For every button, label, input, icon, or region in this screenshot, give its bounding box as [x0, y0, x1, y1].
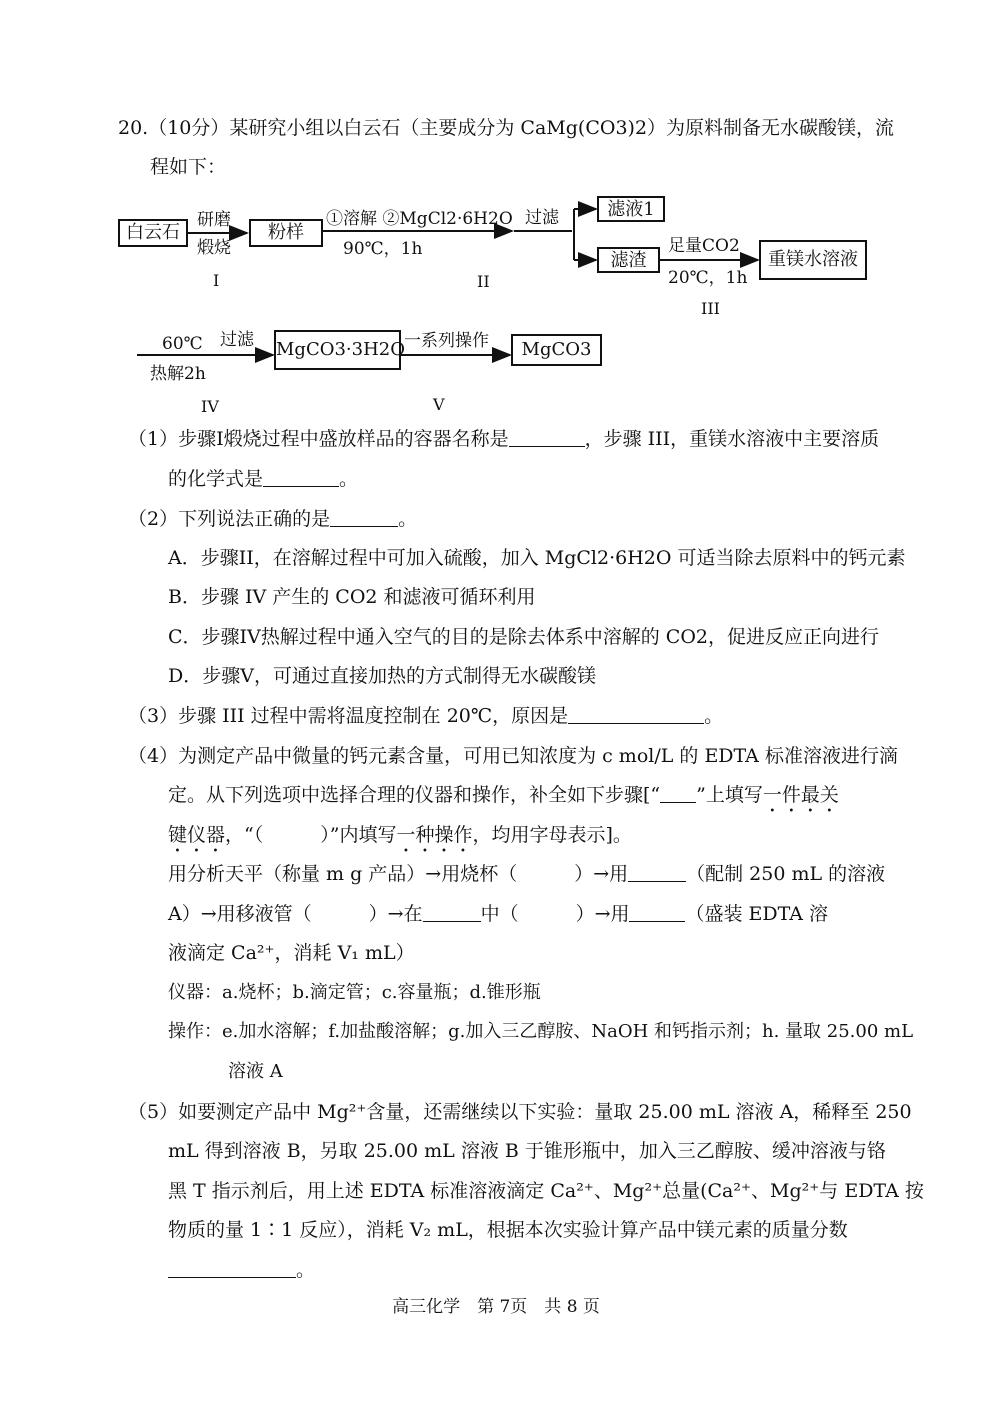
filter-label-2: 过滤	[220, 330, 254, 350]
q2-stem	[128, 506, 417, 532]
q1-blank-2[interactable]	[263, 468, 339, 487]
q4-line2	[168, 782, 839, 817]
q4-l3-text-b: ，“（ ）”内填写	[225, 824, 397, 846]
q3-blank[interactable]	[568, 705, 704, 724]
box-hydrate: MgCO3·3H2O	[274, 330, 401, 370]
q4-l4-text-a: 用分析天平（称量 m g 产品）→用烧杯（ ）→用	[168, 863, 629, 885]
roman-label-2: II	[477, 272, 490, 291]
q3-text-b: 。	[704, 705, 724, 727]
q1-text-d: 。	[339, 468, 359, 490]
q4-example-blank	[660, 784, 696, 803]
q1-text-c: 的化学式是	[168, 468, 264, 490]
q5-line2: mL 得到溶液 B，另取 25.00 mL 溶液 B 于锥形瓶中，加入三乙醇胺、缓冲溶液与铬	[168, 1140, 886, 1162]
q4-blank-3[interactable]	[629, 903, 685, 922]
q4-l5-text-a: A）→用移液管（ ）→在	[168, 903, 423, 925]
q1-text-b: ，步骤 III，重镁水溶液中主要溶质	[584, 428, 880, 450]
q2-blank[interactable]	[330, 508, 398, 527]
q5-blank[interactable]	[168, 1259, 296, 1278]
q4-l2-text-a: 定。从下列选项中选择合理的仪器和操作，补全如下步骤[“	[168, 784, 661, 806]
q4-line6: 液滴定 Ca²⁺，消耗 V₁ mL）	[168, 942, 415, 964]
q5-line1: （5）如要测定产品中 Mg²⁺含量，还需继续以下实验：量取 25.00 mL 溶液 A，稀释至 250	[128, 1101, 912, 1123]
q3-line	[128, 703, 723, 729]
q4-instruments: 仪器：a.烧杯；b.滴定管；c.容量瓶；d.锥形瓶	[168, 982, 541, 1003]
q1-blank-1[interactable]	[509, 428, 585, 447]
q4-line3	[168, 822, 632, 857]
roman-label-1: I	[213, 271, 220, 290]
step4-top-label: 60℃	[162, 334, 203, 354]
q4-l3-emphasis-c: 一种操作	[396, 824, 473, 846]
box-filtrate: 滤液1	[597, 196, 665, 222]
q2-option-d: D．步骤V，可通过直接加热的方式制得无水碳酸镁	[168, 665, 596, 687]
box-solution: 重镁水溶液	[759, 240, 867, 280]
q4-blank-1[interactable]	[628, 863, 686, 882]
q4-l4-text-b: （配制 250 mL 的溶液	[686, 863, 886, 885]
roman-label-5: V	[433, 395, 445, 414]
q4-line5	[168, 901, 828, 927]
step4-bottom-label: 热解2h	[150, 364, 206, 384]
q5-text-end: 。	[296, 1259, 316, 1281]
q2-stem-text: （2）下列说法正确的是	[128, 508, 331, 530]
question-header-cont: 程如下：	[150, 156, 227, 178]
step3-top-label: 足量CO2	[668, 236, 740, 256]
box-residue: 滤渣	[597, 247, 660, 273]
q1-line2	[168, 466, 358, 492]
roman-label-3: III	[701, 299, 720, 318]
q5-line4: 物质的量 1∶1 反应），消耗 V₂ mL，根据本次实验计算产品中镁元素的质量分数	[168, 1219, 848, 1241]
q4-l2-emphasis: 一件最关	[762, 784, 839, 806]
q4-l3-text-d: ，均用字母表示]。	[472, 824, 632, 846]
page-footer: 高三化学 第 7页 共 8 页	[392, 1297, 600, 1317]
q3-text-a: （3）步骤 III 过程中需将温度控制在 20℃，原因是	[128, 705, 569, 727]
step5-top-label: 一系列操作	[404, 331, 489, 351]
q2-option-a: A．步骤II，在溶解过程中可加入硫酸，加入 MgCl2·6H2O 可适当除去原料中的钙元素	[168, 547, 906, 569]
box-dolomite: 白云石	[118, 219, 188, 247]
q4-l2-text-b: ”上填写	[696, 784, 763, 806]
q2-option-c: C．步骤IV热解过程中通入空气的目的是除去体系中溶解的 CO2，促进反应正向进行	[168, 626, 880, 648]
q2-stem-end: 。	[398, 508, 418, 530]
q4-line4	[168, 861, 885, 887]
box-product: MgCO3	[511, 334, 602, 366]
step2-bottom-label: 90℃，1h	[343, 239, 423, 259]
q1-text-a: （1）步骤I煅烧过程中盛放样品的容器名称是	[128, 428, 509, 450]
step2-top-label: ①溶解 ②MgCl2·6H2O	[326, 209, 513, 229]
q2-option-b: B．步骤 IV 产生的 CO2 和滤液可循环利用	[168, 586, 536, 608]
step1-top-label: 研磨	[197, 210, 231, 230]
q4-blank-2[interactable]	[423, 903, 481, 922]
box-powder: 粉样	[249, 219, 323, 247]
q4-operations-2: 溶液 A	[228, 1061, 283, 1082]
question-header: 20.（10分）某研究小组以白云石（主要成分为 CaMg(CO3)2）为原料制备无水碳酸镁，流	[118, 117, 895, 139]
roman-label-4: IV	[201, 397, 219, 416]
q5-line3: 黑 T 指示剂后，用上述 EDTA 标准溶液滴定 Ca²⁺、Mg²⁺总量(Ca²⁺、Mg²⁺与 EDTA 按	[168, 1180, 924, 1202]
q4-l5-text-c: （盛装 EDTA 溶	[685, 903, 829, 925]
q4-l5-text-b: 中（ ）→用	[480, 903, 630, 925]
q5-line5	[168, 1257, 315, 1283]
q4-line1: （4）为测定产品中微量的钙元素含量，可用已知浓度为 c mol/L 的 EDTA 标准溶液进行滴	[128, 745, 898, 767]
q1-line1	[128, 426, 879, 452]
q4-l3-emphasis-a: 键仪器	[168, 824, 226, 846]
step3-bottom-label: 20℃，1h	[668, 268, 748, 288]
q4-operations-1: 操作：e.加水溶解；f.加盐酸溶解；g.加入三乙醇胺、NaOH 和钙指示剂；h. 量取 25.00 mL	[168, 1021, 914, 1042]
filter-label: 过滤	[525, 208, 559, 228]
step1-bottom-label: 煅烧	[197, 238, 231, 258]
